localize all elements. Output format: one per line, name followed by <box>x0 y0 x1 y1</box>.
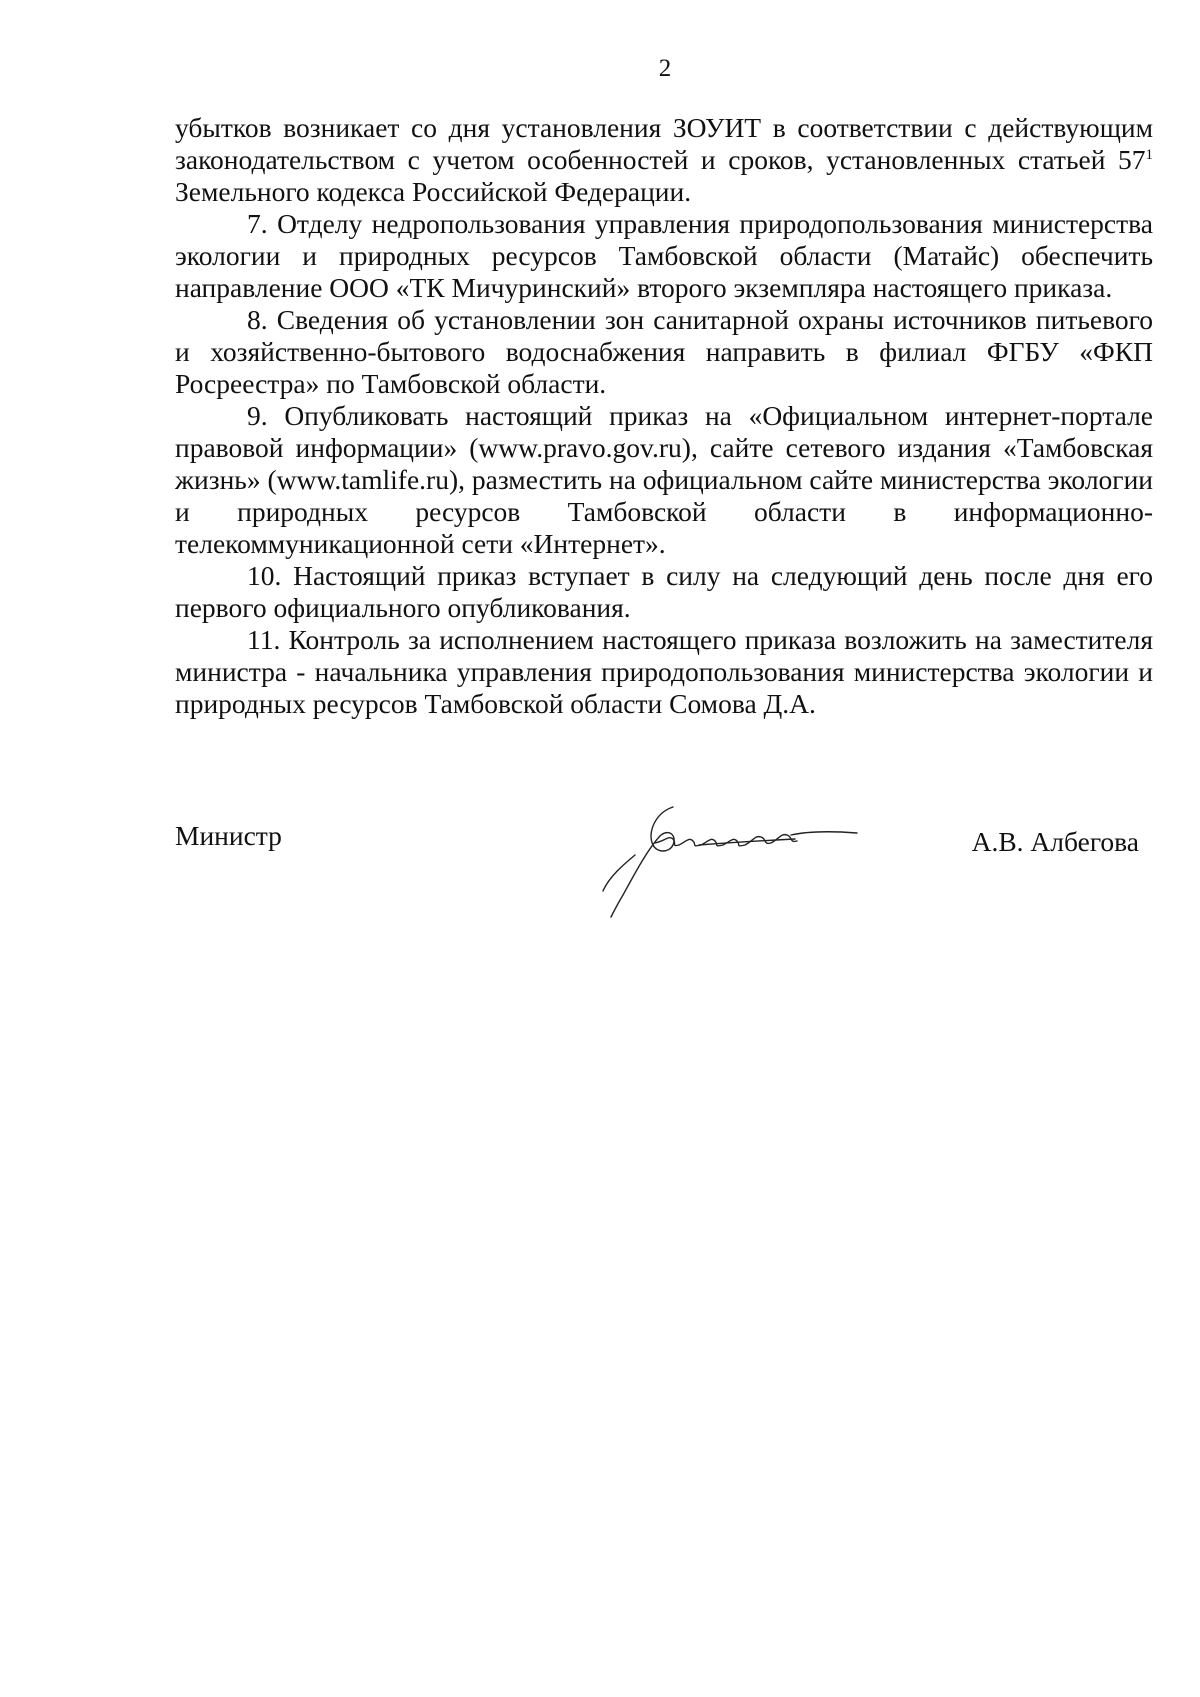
paragraph-9: 9. Опубликовать настоящий приказ на «Официальном интернет-портале правовой информации» (www.pravo.gov.ru), сайте сетевого издания «Тамбовская жизнь» (www.tamlife.ru), разместить на официальном сайте министерства экологии и природных ресурсов Тамбовской области в информационно-телекоммуникационной сети «Интернет». <box>175 400 1153 559</box>
document-body <box>175 112 1153 720</box>
paragraph-continuation <box>175 112 1153 208</box>
paragraph-continuation-text: убытков возникает со дня установления ЗОУИТ в соответствии с действующим законодательством с учетом особенностей и сроков, установленных статьей 57 <box>175 112 1153 175</box>
signature-block <box>175 820 1153 930</box>
paragraph-10: 10. Настоящий приказ вступает в силу на следующий день после дня его первого официального опубликования. <box>175 560 1153 623</box>
signatory-name: А.В. Албегова <box>971 826 1139 857</box>
paragraph-8: 8. Сведения об установлении зон санитарной охраны источников питьевого и хозяйственно-бытового водоснабжения направить в филиал ФГБУ «ФКП Росреестра» по Тамбовской области. <box>175 304 1153 399</box>
article-superscript: 1 <box>1145 146 1153 163</box>
paragraph-7: 7. Отделу недропользования управления природопользования министерства экологии и природных ресурсов Тамбовской области (Матайс) обеспечить направление ООО «ТК Мичуринский» второго экземпляра настоящего приказа. <box>175 208 1153 303</box>
paragraph-continuation-tail: Земельного кодекса Российской Федерации. <box>175 176 692 207</box>
handwritten-signature-icon <box>595 795 875 925</box>
page-number: 2 <box>658 55 672 82</box>
paragraph-11: 11. Контроль за исполнением настоящего приказа возложить на заместителя министра - начальника управления природопользования министерства экологии и природных ресурсов Тамбовской области Сомова Д.А. <box>175 624 1153 719</box>
signatory-title: Министр <box>175 820 282 851</box>
